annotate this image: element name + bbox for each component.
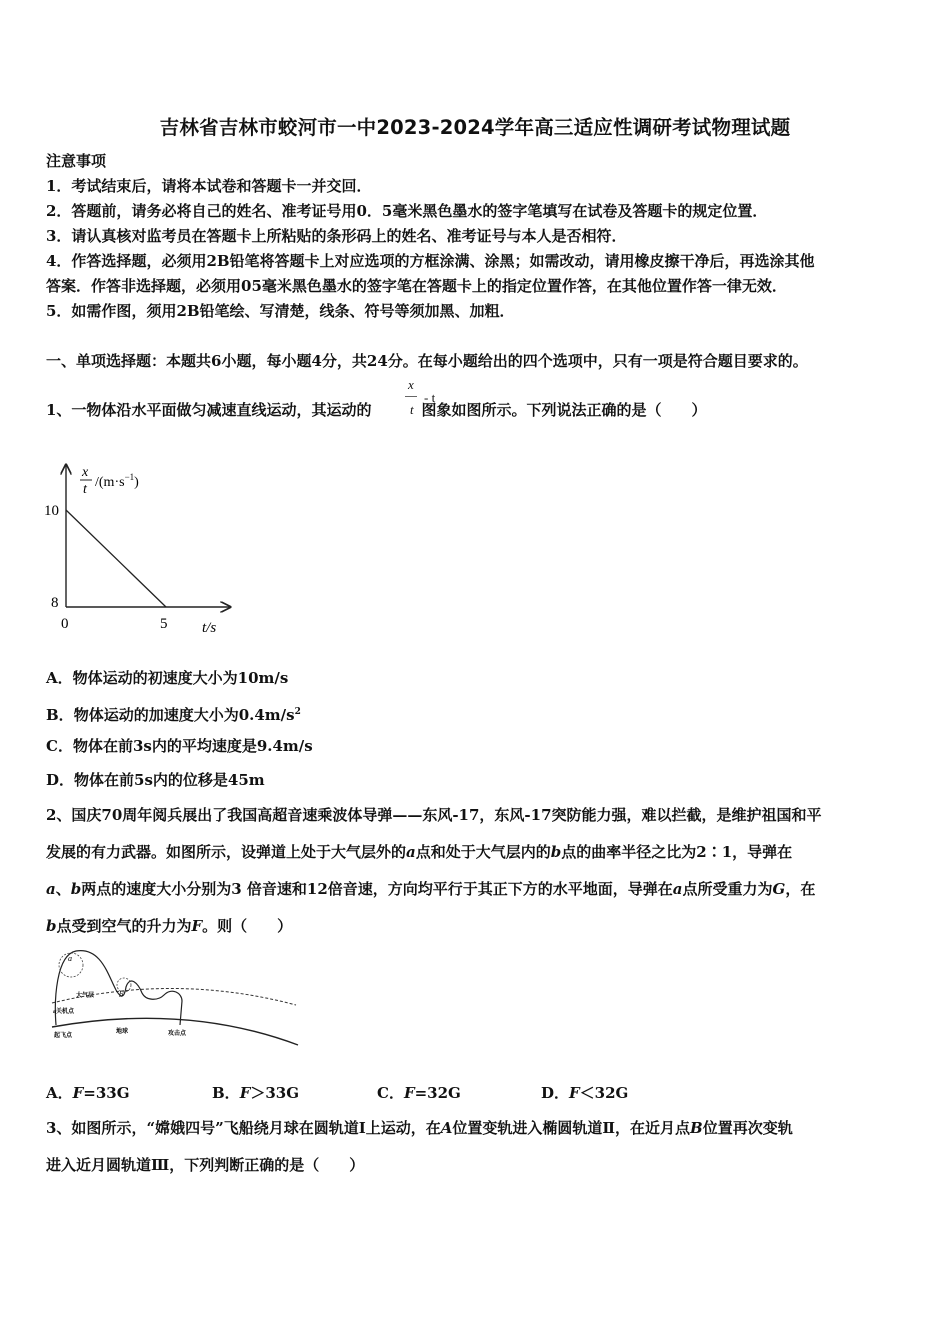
notice-heading: 注意事项	[46, 152, 107, 170]
notice-item-4: 4．作答选择题，必须用2B铅笔将答题卡上对应选项的方框涂满、涂黑；如需改动，请用橡皮擦干净后，再选涂其他	[46, 252, 815, 270]
q2-line-4	[46, 916, 292, 936]
q2-trajectory-figure	[46, 945, 302, 1050]
q2-var-f: F	[191, 917, 203, 935]
q1-option-c-text: 物体在前3s内的平均速度是9.4m/s	[72, 737, 313, 755]
q2-var-a3: a	[672, 880, 683, 898]
q1-frac-num: x	[408, 377, 414, 392]
q2-label-a: a	[68, 954, 72, 963]
q1-frac-bar	[405, 396, 417, 397]
q2-option-d-key: D．	[541, 1084, 570, 1102]
q1-stem	[46, 400, 706, 420]
notice-item-2: 2．答题前，请务必将自己的姓名、准考证号用0．5毫米黑色墨水的签字笔填写在试卷及答题卡的规定位置．	[46, 202, 768, 220]
q1-x-tick-0: 0	[61, 616, 69, 632]
q1-option-b-sup: 2	[294, 707, 301, 717]
q2-var-a: a	[406, 843, 416, 861]
q2-label-shutoff: a关机点	[53, 1009, 75, 1015]
q2-label-target: 攻击点	[168, 1031, 187, 1037]
q3-line-1-b: 位置变轨进入椭圆轨道Ⅱ，在近月点	[452, 1119, 691, 1137]
q2-var-a2: a	[46, 880, 56, 898]
q1-frac-den: t	[410, 402, 414, 417]
q1-data-line	[66, 510, 166, 607]
q1-option-d-text: 物体在前5s内的位移是45m	[74, 771, 265, 789]
q1-stem-before: 1、一物体沿水平面做匀减速直线运动，其运动的	[46, 401, 372, 419]
q1-stem-after: 图象如图所示。下列说法正确的是（ ）	[421, 401, 707, 419]
q1-option-b[interactable]	[46, 702, 301, 725]
q1-option-c-key: C．	[46, 737, 73, 755]
section-heading: 一、单项选择题：本题共6小题，每小题4分，共24分。在每小题给出的四个选项中，只有一项是符合题目要求的。	[46, 352, 808, 370]
q2-line-3	[46, 879, 815, 899]
q2-line-2-b: 点和处于大气层内的	[415, 843, 551, 861]
q2-var-b3: b	[46, 917, 57, 935]
q2-option-b-var: F	[239, 1084, 251, 1102]
q1-y-label-num: x	[82, 465, 89, 480]
q1-frac-suffix: - t	[424, 390, 436, 405]
q2-option-b[interactable]	[212, 1083, 299, 1103]
q2-line-2	[46, 842, 792, 862]
q2-line-4-a: 点受到空气的升力为	[56, 917, 192, 935]
q2-option-a-key: A．	[46, 1084, 73, 1102]
q2-option-b-text: ＞33G	[250, 1084, 300, 1102]
q2-option-b-key: B．	[212, 1084, 240, 1102]
q2-option-d-var: F	[569, 1084, 580, 1102]
q2-line-3-d: ，在	[785, 880, 816, 898]
q2-option-d[interactable]	[541, 1083, 628, 1103]
q1-option-b-text: 物体运动的加速度大小为0.4m/s	[73, 706, 295, 724]
q1-y-tick-8: 8	[51, 595, 59, 611]
q1-option-a-text: 物体运动的初速度大小为10m/s	[72, 669, 289, 687]
q2-option-c[interactable]	[377, 1083, 461, 1103]
q1-y-tick-10: 10	[44, 503, 59, 519]
q3-line-1-c: 位置再次变轨	[702, 1119, 793, 1137]
q1-option-c[interactable]	[46, 736, 313, 756]
q1-option-d[interactable]	[46, 770, 265, 790]
q1-y-label-den: t	[83, 482, 87, 497]
q2-option-d-text: ＜32G	[579, 1084, 629, 1102]
q2-line-1: 2、国庆70周年阅兵展出了我国高超音速乘波体导弹——东风-17，东风-17突防能力强，难以拦截，是维护祖国和平	[46, 806, 822, 824]
q2-var-g: G	[772, 880, 786, 898]
q3-var-a: A	[440, 1119, 453, 1137]
q3-line-2: 进入近月圆轨道Ⅲ，下列判断正确的是（ ）	[46, 1156, 365, 1174]
q2-label-earth: 地球	[116, 1029, 129, 1035]
q2-line-3-b: 两点的速度大小分别为3 倍音速和12倍音速，方向均平行于其正下方的水平地面，导弹在	[81, 880, 673, 898]
q2-sep: 、	[55, 880, 71, 898]
q2-trajectory	[55, 951, 182, 1025]
q2-line-2-a: 发展的有力武器。如图所示，设弹道上处于大气层外的	[46, 843, 407, 861]
q3-line-1	[46, 1118, 793, 1138]
q1-x-tick-5: 5	[160, 616, 168, 632]
q1-x-axis-label: t/s	[202, 620, 217, 636]
q1-option-b-key: B．	[46, 706, 74, 724]
q1-y-label-unit: $/(m\cdot s^{-1})$	[95, 472, 139, 490]
q1-option-a-key: A．	[46, 669, 73, 687]
q2-label-b: b	[119, 990, 123, 999]
q2-label-atmosphere: 大气层	[76, 993, 95, 999]
q2-label-launch: 起飞点	[54, 1033, 73, 1039]
q1-option-a[interactable]	[46, 668, 288, 688]
notice-item-3: 3．请认真核对监考员在答题卡上所粘贴的条形码上的姓名、准考证号与本人是否相符．	[46, 227, 627, 245]
q2-option-a-text: =33G	[83, 1084, 130, 1102]
q1-xt-graph	[40, 455, 250, 645]
notice-item-4-cont: 答案．作答非选择题，必须用05毫米黑色墨水的签字笔在答题卡上的指定位置作答，在其他位置作答一律无效．	[46, 277, 787, 295]
notice-item-1: 1．考试结束后，请将本试卷和答题卡一并交回．	[46, 177, 372, 195]
q1-option-d-key: D．	[46, 771, 75, 789]
q2-line-2-c: 点的曲率半径之比为2∶1，导弹在	[561, 843, 793, 861]
q3-var-b: B	[690, 1119, 703, 1137]
q2-line-4-b: 。则（ ）	[202, 917, 293, 935]
q2-line-3-c: 点所受重力为	[682, 880, 773, 898]
notice-item-5: 5．如需作图，须用2B铅笔绘、写清楚，线条、符号等须加黑、加粗．	[46, 302, 515, 320]
q2-var-b2: b	[70, 880, 82, 898]
q2-option-c-text: =32G	[414, 1084, 461, 1102]
q2-option-c-var: F	[403, 1084, 415, 1102]
q2-option-a[interactable]	[46, 1083, 130, 1103]
q2-option-c-key: C．	[377, 1084, 404, 1102]
page-title: 吉林省吉林市蛟河市一中2023-2024学年高三适应性调研考试物理试题	[159, 116, 791, 139]
q3-line-1-a: 3、如图所示，“嫦娥四号”飞船绕月球在圆轨道Ⅰ上运动，在	[46, 1119, 441, 1137]
q2-option-a-var: F	[72, 1084, 84, 1102]
q2-var-b: b	[550, 843, 562, 861]
